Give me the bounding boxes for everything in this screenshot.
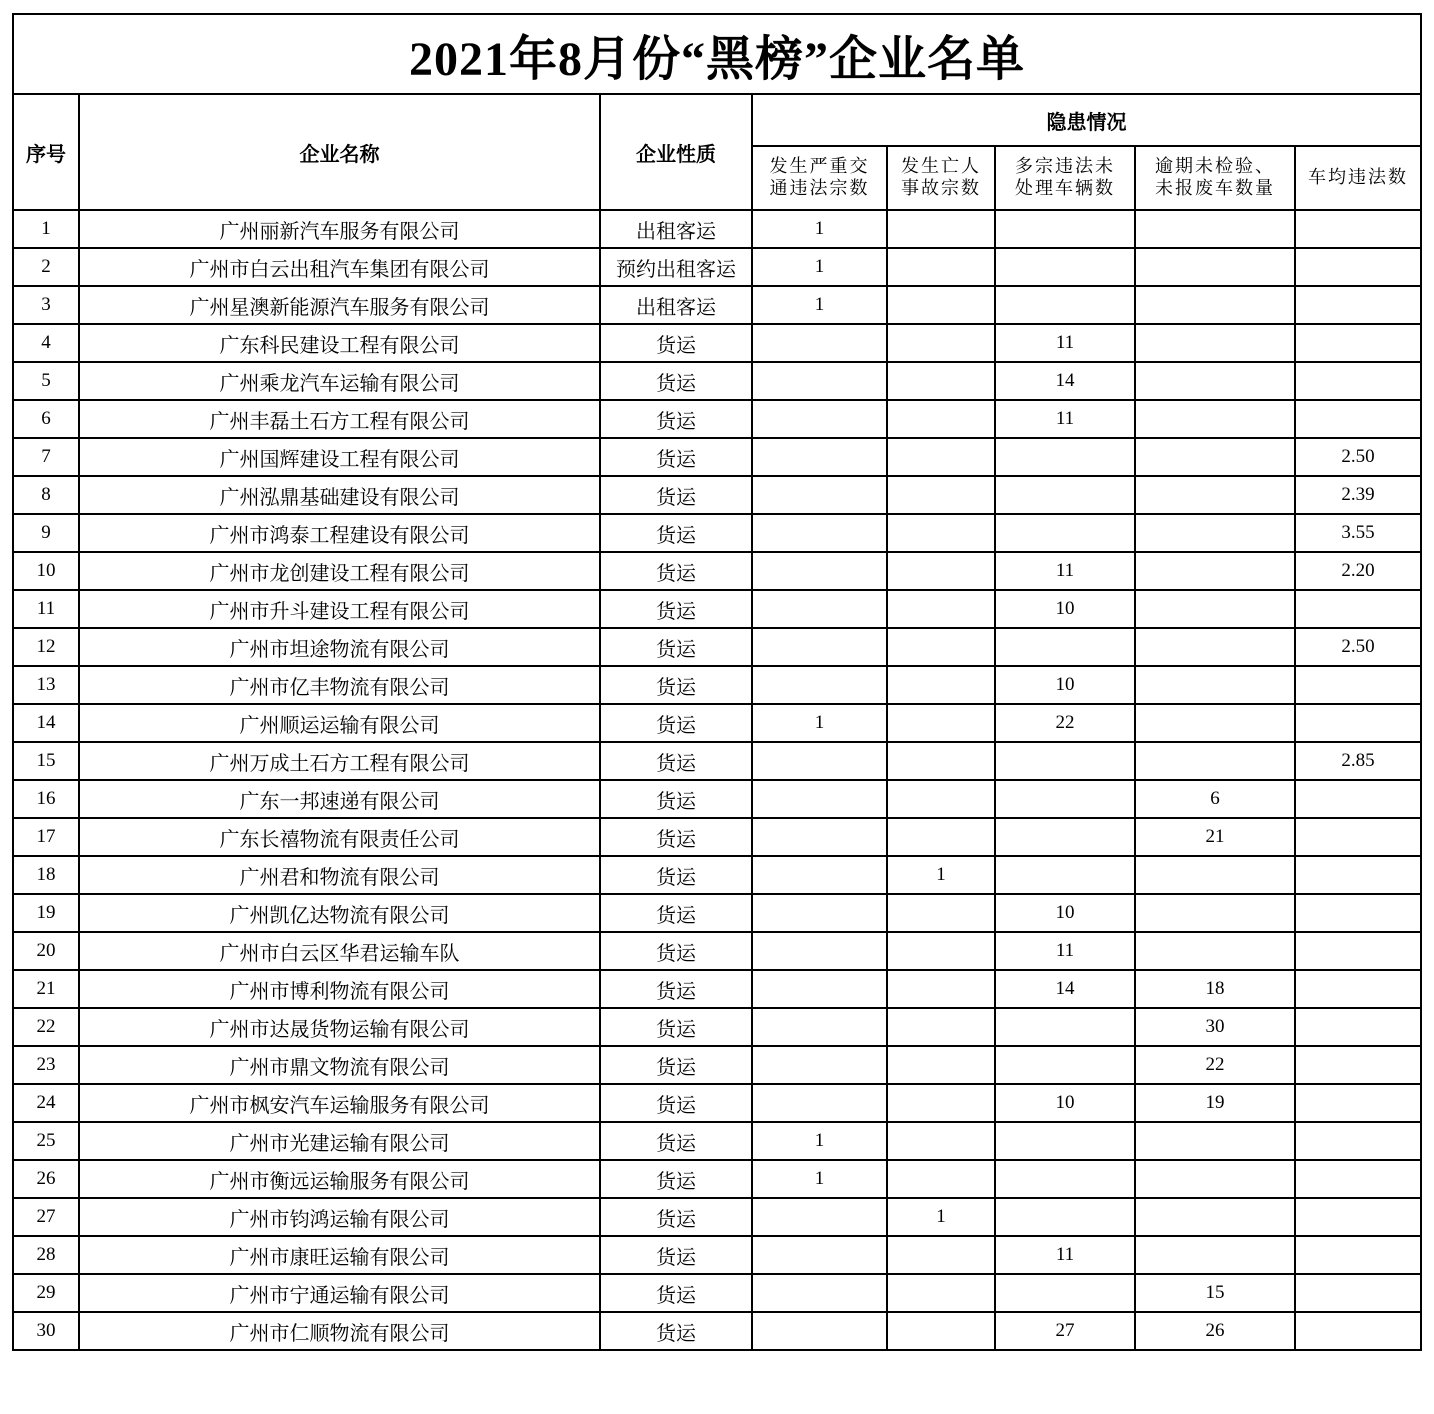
cell-avg-violations: 2.20	[1295, 552, 1421, 590]
cell-index: 27	[13, 1198, 79, 1236]
cell-avg-violations	[1295, 932, 1421, 970]
cell-avg-violations	[1295, 970, 1421, 1008]
cell-serious-violations	[752, 1046, 887, 1084]
cell-serious-violations	[752, 894, 887, 932]
cell-company-type: 货运	[600, 1198, 752, 1236]
cell-serious-violations	[752, 742, 887, 780]
table-row	[13, 1122, 1421, 1160]
cell-serious-violations	[752, 438, 887, 476]
cell-fatal-accidents	[887, 1084, 995, 1122]
header-unprocessed-vehicles-line2: 处理车辆数	[1015, 178, 1115, 199]
cell-index: 15	[13, 742, 79, 780]
cell-index: 12	[13, 628, 79, 666]
header-company-type: 企业性质	[600, 94, 752, 210]
cell-avg-violations	[1295, 324, 1421, 362]
cell-index: 3	[13, 286, 79, 324]
cell-unprocessed-vehicles	[995, 742, 1135, 780]
table-row	[13, 932, 1421, 970]
cell-serious-violations	[752, 552, 887, 590]
cell-index: 23	[13, 1046, 79, 1084]
table-row	[13, 856, 1421, 894]
cell-company-name: 广州凯亿达物流有限公司	[79, 894, 600, 932]
cell-company-type: 货运	[600, 856, 752, 894]
table-row	[13, 1274, 1421, 1312]
cell-serious-violations	[752, 324, 887, 362]
table-row	[13, 894, 1421, 932]
cell-serious-violations: 1	[752, 248, 887, 286]
cell-company-name: 广州市鸿泰工程建设有限公司	[79, 514, 600, 552]
cell-avg-violations: 3.55	[1295, 514, 1421, 552]
cell-fatal-accidents	[887, 780, 995, 818]
cell-fatal-accidents	[887, 286, 995, 324]
cell-unprocessed-vehicles	[995, 628, 1135, 666]
cell-fatal-accidents	[887, 932, 995, 970]
cell-company-type: 货运	[600, 932, 752, 970]
table-row	[13, 514, 1421, 552]
table-row	[13, 818, 1421, 856]
cell-company-name: 广州市亿丰物流有限公司	[79, 666, 600, 704]
cell-company-type: 货运	[600, 666, 752, 704]
header-overdue-inspection	[1135, 146, 1295, 210]
cell-serious-violations	[752, 1274, 887, 1312]
cell-unprocessed-vehicles: 11	[995, 932, 1135, 970]
cell-company-type: 货运	[600, 1274, 752, 1312]
cell-avg-violations	[1295, 248, 1421, 286]
cell-unprocessed-vehicles	[995, 1198, 1135, 1236]
cell-fatal-accidents	[887, 1160, 995, 1198]
table-row	[13, 286, 1421, 324]
header-unprocessed-vehicles	[995, 146, 1135, 210]
cell-index: 16	[13, 780, 79, 818]
cell-company-type: 货运	[600, 552, 752, 590]
cell-avg-violations	[1295, 666, 1421, 704]
cell-serious-violations	[752, 590, 887, 628]
table-row	[13, 1008, 1421, 1046]
table-row	[13, 628, 1421, 666]
cell-avg-violations	[1295, 1236, 1421, 1274]
cell-unprocessed-vehicles: 22	[995, 704, 1135, 742]
header-fatal-accidents	[887, 146, 995, 210]
cell-unprocessed-vehicles: 11	[995, 400, 1135, 438]
cell-unprocessed-vehicles	[995, 514, 1135, 552]
cell-company-name: 广州万成土石方工程有限公司	[79, 742, 600, 780]
cell-fatal-accidents	[887, 248, 995, 286]
cell-unprocessed-vehicles: 10	[995, 894, 1135, 932]
cell-company-type: 预约出租客运	[600, 248, 752, 286]
cell-index: 4	[13, 324, 79, 362]
cell-fatal-accidents	[887, 514, 995, 552]
cell-avg-violations	[1295, 210, 1421, 248]
cell-fatal-accidents: 1	[887, 856, 995, 894]
cell-fatal-accidents	[887, 400, 995, 438]
cell-company-name: 广州市白云出租汽车集团有限公司	[79, 248, 600, 286]
header-serious-violations-line2: 通违法宗数	[769, 178, 870, 199]
cell-serious-violations	[752, 856, 887, 894]
table-row	[13, 742, 1421, 780]
cell-overdue-inspection: 19	[1135, 1084, 1295, 1122]
header-serious-violations-line1: 发生严重交	[769, 156, 870, 177]
cell-unprocessed-vehicles	[995, 1122, 1135, 1160]
cell-company-type: 货运	[600, 704, 752, 742]
table-row	[13, 1312, 1421, 1350]
cell-overdue-inspection	[1135, 324, 1295, 362]
cell-fatal-accidents	[887, 1312, 995, 1350]
cell-serious-violations	[752, 1008, 887, 1046]
cell-serious-violations	[752, 362, 887, 400]
cell-company-name: 广东科民建设工程有限公司	[79, 324, 600, 362]
table-row	[13, 1046, 1421, 1084]
cell-unprocessed-vehicles	[995, 286, 1135, 324]
cell-company-name: 广州市鼎文物流有限公司	[79, 1046, 600, 1084]
cell-fatal-accidents	[887, 704, 995, 742]
cell-index: 19	[13, 894, 79, 932]
table-row	[13, 210, 1421, 248]
cell-fatal-accidents	[887, 818, 995, 856]
cell-overdue-inspection	[1135, 438, 1295, 476]
cell-unprocessed-vehicles: 11	[995, 1236, 1135, 1274]
cell-overdue-inspection	[1135, 1236, 1295, 1274]
cell-fatal-accidents	[887, 552, 995, 590]
cell-index: 14	[13, 704, 79, 742]
cell-avg-violations: 2.50	[1295, 628, 1421, 666]
cell-unprocessed-vehicles: 11	[995, 552, 1135, 590]
cell-company-type: 货运	[600, 324, 752, 362]
cell-fatal-accidents	[887, 590, 995, 628]
cell-company-type: 货运	[600, 1236, 752, 1274]
cell-overdue-inspection	[1135, 590, 1295, 628]
cell-avg-violations	[1295, 1046, 1421, 1084]
cell-fatal-accidents	[887, 324, 995, 362]
cell-unprocessed-vehicles	[995, 476, 1135, 514]
blacklist-table	[12, 13, 1422, 1351]
cell-overdue-inspection	[1135, 1198, 1295, 1236]
cell-overdue-inspection	[1135, 476, 1295, 514]
cell-avg-violations	[1295, 286, 1421, 324]
cell-serious-violations: 1	[752, 286, 887, 324]
cell-company-name: 广州市达晟货物运输有限公司	[79, 1008, 600, 1046]
cell-serious-violations	[752, 1198, 887, 1236]
table-row	[13, 400, 1421, 438]
cell-overdue-inspection: 6	[1135, 780, 1295, 818]
cell-serious-violations	[752, 818, 887, 856]
cell-unprocessed-vehicles	[995, 248, 1135, 286]
cell-avg-violations	[1295, 1274, 1421, 1312]
cell-unprocessed-vehicles	[995, 1160, 1135, 1198]
cell-fatal-accidents	[887, 438, 995, 476]
cell-overdue-inspection	[1135, 628, 1295, 666]
cell-avg-violations	[1295, 1008, 1421, 1046]
cell-serious-violations	[752, 970, 887, 1008]
cell-overdue-inspection	[1135, 742, 1295, 780]
cell-company-name: 广州市龙创建设工程有限公司	[79, 552, 600, 590]
table-row	[13, 1084, 1421, 1122]
cell-index: 30	[13, 1312, 79, 1350]
table-row	[13, 1160, 1421, 1198]
cell-company-type: 货运	[600, 1122, 752, 1160]
cell-company-type: 货运	[600, 438, 752, 476]
cell-index: 17	[13, 818, 79, 856]
cell-overdue-inspection	[1135, 666, 1295, 704]
header-fatal-accidents-line1: 发生亡人	[901, 156, 981, 177]
cell-company-name: 广州君和物流有限公司	[79, 856, 600, 894]
cell-fatal-accidents	[887, 1122, 995, 1160]
cell-company-type: 货运	[600, 1008, 752, 1046]
cell-overdue-inspection: 22	[1135, 1046, 1295, 1084]
cell-fatal-accidents	[887, 1236, 995, 1274]
cell-company-name: 广州国辉建设工程有限公司	[79, 438, 600, 476]
cell-serious-violations: 1	[752, 210, 887, 248]
cell-company-type: 货运	[600, 970, 752, 1008]
cell-overdue-inspection: 18	[1135, 970, 1295, 1008]
cell-serious-violations	[752, 780, 887, 818]
header-company-name: 企业名称	[79, 94, 600, 210]
cell-index: 20	[13, 932, 79, 970]
cell-index: 11	[13, 590, 79, 628]
cell-company-name: 广州星澳新能源汽车服务有限公司	[79, 286, 600, 324]
cell-index: 2	[13, 248, 79, 286]
cell-fatal-accidents	[887, 970, 995, 1008]
cell-avg-violations: 2.50	[1295, 438, 1421, 476]
header-hazard-group: 隐患情况	[752, 94, 1421, 146]
cell-company-name: 广州乘龙汽车运输有限公司	[79, 362, 600, 400]
cell-company-type: 货运	[600, 362, 752, 400]
cell-serious-violations: 1	[752, 1160, 887, 1198]
header-overdue-inspection-line1: 逾期未检验、	[1155, 156, 1275, 177]
cell-unprocessed-vehicles: 10	[995, 590, 1135, 628]
cell-company-type: 货运	[600, 628, 752, 666]
cell-avg-violations: 2.85	[1295, 742, 1421, 780]
header-fatal-accidents-line2: 事故宗数	[901, 178, 981, 199]
table-row	[13, 666, 1421, 704]
cell-overdue-inspection	[1135, 362, 1295, 400]
cell-overdue-inspection: 30	[1135, 1008, 1295, 1046]
cell-index: 28	[13, 1236, 79, 1274]
cell-serious-violations: 1	[752, 1122, 887, 1160]
cell-serious-violations	[752, 400, 887, 438]
cell-company-type: 货运	[600, 894, 752, 932]
cell-serious-violations	[752, 666, 887, 704]
cell-serious-violations	[752, 628, 887, 666]
header-serious-violations	[752, 146, 887, 210]
cell-fatal-accidents	[887, 362, 995, 400]
cell-company-name: 广州市宁通运输有限公司	[79, 1274, 600, 1312]
cell-fatal-accidents	[887, 210, 995, 248]
cell-company-name: 广州市康旺运输有限公司	[79, 1236, 600, 1274]
cell-unprocessed-vehicles	[995, 1274, 1135, 1312]
cell-company-type: 货运	[600, 818, 752, 856]
cell-index: 22	[13, 1008, 79, 1046]
cell-serious-violations: 1	[752, 704, 887, 742]
cell-overdue-inspection	[1135, 514, 1295, 552]
cell-avg-violations	[1295, 780, 1421, 818]
cell-unprocessed-vehicles: 10	[995, 666, 1135, 704]
cell-index: 7	[13, 438, 79, 476]
cell-company-name: 广州顺运运输有限公司	[79, 704, 600, 742]
cell-company-type: 货运	[600, 1312, 752, 1350]
cell-company-type: 出租客运	[600, 210, 752, 248]
cell-company-name: 广州市枫安汽车运输服务有限公司	[79, 1084, 600, 1122]
cell-company-name: 广州市衡远运输服务有限公司	[79, 1160, 600, 1198]
table-row	[13, 1198, 1421, 1236]
cell-unprocessed-vehicles	[995, 1046, 1135, 1084]
table-row	[13, 780, 1421, 818]
cell-company-name: 广州市升斗建设工程有限公司	[79, 590, 600, 628]
cell-avg-violations	[1295, 704, 1421, 742]
cell-company-name: 广州丽新汽车服务有限公司	[79, 210, 600, 248]
cell-unprocessed-vehicles: 27	[995, 1312, 1135, 1350]
header-avg-violations	[1295, 146, 1421, 210]
cell-serious-violations	[752, 1312, 887, 1350]
cell-index: 21	[13, 970, 79, 1008]
cell-company-type: 出租客运	[600, 286, 752, 324]
cell-unprocessed-vehicles	[995, 780, 1135, 818]
cell-overdue-inspection	[1135, 210, 1295, 248]
cell-company-type: 货运	[600, 1046, 752, 1084]
cell-unprocessed-vehicles	[995, 1008, 1135, 1046]
table-row	[13, 704, 1421, 742]
cell-company-name: 广州泓鼎基础建设有限公司	[79, 476, 600, 514]
cell-company-name: 广州市仁顺物流有限公司	[79, 1312, 600, 1350]
cell-company-name: 广州市博利物流有限公司	[79, 970, 600, 1008]
cell-serious-violations	[752, 1084, 887, 1122]
cell-avg-violations	[1295, 1122, 1421, 1160]
cell-overdue-inspection: 26	[1135, 1312, 1295, 1350]
page-title: 2021年8月份“黑榜”企业名单	[13, 14, 1421, 94]
table-row	[13, 590, 1421, 628]
cell-avg-violations	[1295, 400, 1421, 438]
cell-overdue-inspection	[1135, 552, 1295, 590]
cell-unprocessed-vehicles	[995, 438, 1135, 476]
cell-index: 13	[13, 666, 79, 704]
cell-avg-violations	[1295, 1312, 1421, 1350]
cell-avg-violations: 2.39	[1295, 476, 1421, 514]
cell-overdue-inspection: 15	[1135, 1274, 1295, 1312]
cell-unprocessed-vehicles	[995, 856, 1135, 894]
cell-fatal-accidents: 1	[887, 1198, 995, 1236]
cell-fatal-accidents	[887, 1046, 995, 1084]
table-row	[13, 248, 1421, 286]
cell-avg-violations	[1295, 894, 1421, 932]
cell-index: 25	[13, 1122, 79, 1160]
header-unprocessed-vehicles-line1: 多宗违法未	[1015, 156, 1115, 177]
cell-overdue-inspection	[1135, 1160, 1295, 1198]
cell-overdue-inspection	[1135, 704, 1295, 742]
cell-company-type: 货运	[600, 400, 752, 438]
cell-company-name: 广州丰磊土石方工程有限公司	[79, 400, 600, 438]
table-row	[13, 362, 1421, 400]
cell-index: 24	[13, 1084, 79, 1122]
cell-fatal-accidents	[887, 742, 995, 780]
cell-index: 9	[13, 514, 79, 552]
cell-fatal-accidents	[887, 628, 995, 666]
cell-company-type: 货运	[600, 590, 752, 628]
cell-company-type: 货运	[600, 514, 752, 552]
cell-serious-violations	[752, 514, 887, 552]
cell-serious-violations	[752, 1236, 887, 1274]
cell-company-type: 货运	[600, 1160, 752, 1198]
cell-fatal-accidents	[887, 476, 995, 514]
cell-index: 5	[13, 362, 79, 400]
cell-overdue-inspection	[1135, 856, 1295, 894]
table-row	[13, 476, 1421, 514]
cell-serious-violations	[752, 932, 887, 970]
cell-company-name: 广州市钧鸿运输有限公司	[79, 1198, 600, 1236]
table-row	[13, 552, 1421, 590]
cell-avg-violations	[1295, 856, 1421, 894]
cell-index: 10	[13, 552, 79, 590]
cell-company-type: 货运	[600, 742, 752, 780]
cell-unprocessed-vehicles	[995, 818, 1135, 856]
cell-index: 29	[13, 1274, 79, 1312]
cell-unprocessed-vehicles	[995, 210, 1135, 248]
header-overdue-inspection-line2: 未报废车数量	[1155, 178, 1275, 199]
cell-serious-violations	[752, 476, 887, 514]
cell-overdue-inspection	[1135, 248, 1295, 286]
cell-index: 8	[13, 476, 79, 514]
cell-fatal-accidents	[887, 1008, 995, 1046]
cell-company-name: 广州市白云区华君运输车队	[79, 932, 600, 970]
cell-company-type: 货运	[600, 476, 752, 514]
header-index: 序号	[13, 94, 79, 210]
cell-avg-violations	[1295, 1198, 1421, 1236]
cell-index: 6	[13, 400, 79, 438]
cell-index: 18	[13, 856, 79, 894]
cell-overdue-inspection: 21	[1135, 818, 1295, 856]
cell-company-type: 货运	[600, 780, 752, 818]
table-row	[13, 438, 1421, 476]
cell-avg-violations	[1295, 590, 1421, 628]
cell-unprocessed-vehicles: 14	[995, 362, 1135, 400]
cell-overdue-inspection	[1135, 1122, 1295, 1160]
cell-unprocessed-vehicles: 11	[995, 324, 1135, 362]
header-avg-violations-line1: 车均违法数	[1308, 167, 1408, 188]
cell-overdue-inspection	[1135, 286, 1295, 324]
cell-overdue-inspection	[1135, 894, 1295, 932]
cell-avg-violations	[1295, 1160, 1421, 1198]
cell-fatal-accidents	[887, 894, 995, 932]
cell-avg-violations	[1295, 362, 1421, 400]
cell-overdue-inspection	[1135, 932, 1295, 970]
cell-avg-violations	[1295, 818, 1421, 856]
cell-fatal-accidents	[887, 666, 995, 704]
cell-company-name: 广东一邦速递有限公司	[79, 780, 600, 818]
cell-unprocessed-vehicles: 10	[995, 1084, 1135, 1122]
table-row	[13, 970, 1421, 1008]
table-row	[13, 324, 1421, 362]
cell-avg-violations	[1295, 1084, 1421, 1122]
cell-unprocessed-vehicles: 14	[995, 970, 1135, 1008]
cell-overdue-inspection	[1135, 400, 1295, 438]
cell-company-name: 广东长禧物流有限责任公司	[79, 818, 600, 856]
table-row	[13, 1236, 1421, 1274]
cell-index: 1	[13, 210, 79, 248]
cell-company-name: 广州市光建运输有限公司	[79, 1122, 600, 1160]
cell-company-name: 广州市坦途物流有限公司	[79, 628, 600, 666]
cell-fatal-accidents	[887, 1274, 995, 1312]
cell-index: 26	[13, 1160, 79, 1198]
cell-company-type: 货运	[600, 1084, 752, 1122]
